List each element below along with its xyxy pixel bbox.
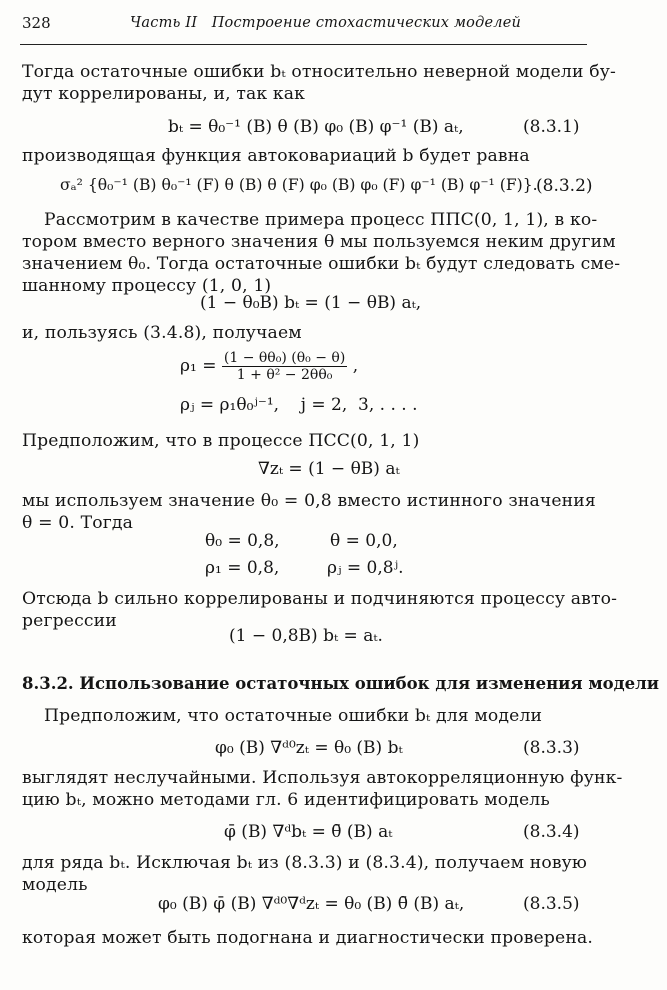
paragraph-line: шанному процессу (1, 0, 1) [22, 276, 272, 296]
paragraph-line: Тогда остаточные ошибки bₜ относительно неверной модели бу- [22, 62, 616, 82]
paragraph-line: значением θ₀. Тогда остаточные ошибки bₜ будут следовать сме- [22, 254, 621, 274]
equation-number: (8.3.3) [523, 738, 580, 758]
paragraph-line: θ = 0. Тогда [22, 513, 133, 533]
paragraph-line: мы используем значение θ₀ = 0,8 вместо истинного значения [22, 491, 596, 511]
equation-number: (8.3.1) [523, 117, 580, 137]
equation-rhoj: ρⱼ = ρ₁θ₀ʲ⁻¹, j = 2, 3, . . . . [180, 395, 418, 415]
rho1-fraction [222, 350, 347, 383]
paragraph-line: для ряда bₜ. Исключая bₜ из (8.3.3) и (8.3.4), получаем новую [22, 853, 588, 873]
paragraph-line: и, пользуясь (3.4.8), получаем [22, 323, 302, 343]
paragraph-line: модель [22, 875, 88, 895]
paragraph-line: которая может быть подогнана и диагностически проверена. [22, 928, 593, 948]
paragraph-line: регрессии [22, 611, 117, 631]
equation-8-3-1: bₜ = θ₀⁻¹ (B) θ (B) φ₀ (B) φ⁻¹ (B) aₜ, [168, 117, 464, 137]
paragraph-line: тором вместо верного значения θ мы пользуемся неким другим [22, 232, 616, 252]
rho1-numerator: (1 − θθ₀) (θ₀ − θ) [223, 350, 346, 366]
paragraph-line: выглядят неслучайными. Используя автокорреляционную функ- [22, 768, 623, 788]
rho1-tail: , [352, 356, 359, 376]
paragraph-line: Предположим, что в процессе ПСС(0, 1, 1) [22, 431, 420, 451]
equation-8-3-3: φ₀ (B) ∇ᵈ⁰zₜ = θ₀ (B) bₜ [215, 738, 403, 758]
section-heading: 8.3.2. Использование остаточных ошибок для изменения модели [22, 674, 660, 693]
rho1-denominator: 1 + θ² − 2θθ₀ [236, 367, 333, 383]
equation-nabla: ∇zₜ = (1 − θB) aₜ [258, 459, 400, 479]
equation-number: (8.3.2) [536, 176, 593, 196]
equation-rhoj-value: ρⱼ = 0,8ʲ. [327, 558, 404, 578]
running-title: Часть II Построение стохастических моделей [130, 15, 522, 31]
paragraph-line: Отсюда b сильно коррелированы и подчиняются процессу авто- [22, 589, 618, 609]
equation-number: (8.3.5) [523, 894, 580, 914]
rho1-lhs: ρ₁ = [180, 356, 217, 376]
paragraph-line: Рассмотрим в качестве примера процесс ППС(0, 1, 1), в ко- [44, 210, 598, 230]
equation-ar: (1 − 0,8B) bₜ = aₜ. [229, 626, 383, 646]
equation-theta0-value: θ₀ = 0,8, [205, 531, 280, 551]
equation-8-3-5: φ₀ (B) φ̄ (B) ∇ᵈ⁰∇ᵈzₜ = θ₀ (B) θ̄ (B) aₜ, [158, 894, 465, 914]
equation-theta-value: θ = 0,0, [330, 531, 398, 551]
equation-rho1-value: ρ₁ = 0,8, [205, 558, 280, 578]
paragraph-line: цию bₜ, можно методами гл. 6 идентифицировать модель [22, 790, 550, 810]
equation-number: (8.3.4) [523, 822, 580, 842]
page-number: 328 [22, 14, 51, 32]
equation-rho1 [180, 350, 358, 383]
paragraph-line: дут коррелированы, и, так как [22, 84, 306, 104]
equation-8-3-4: φ̄ (B) ∇ᵈbₜ = θ̄ (B) aₜ [224, 822, 393, 842]
equation-8-3-2: σₐ² {θ₀⁻¹ (B) θ₀⁻¹ (F) θ (B) θ (F) φ₀ (B) φ₀ (F) φ⁻¹ (B) φ⁻¹ (F)}. [60, 176, 538, 194]
paragraph-line: производящая функция автоковариаций b будет равна [22, 146, 530, 166]
header-rule [20, 44, 587, 45]
paragraph-line: Предположим, что остаточные ошибки bₜ для модели [44, 706, 543, 726]
equation-mixed-process: (1 − θ₀B) bₜ = (1 − θB) aₜ, [200, 293, 422, 313]
